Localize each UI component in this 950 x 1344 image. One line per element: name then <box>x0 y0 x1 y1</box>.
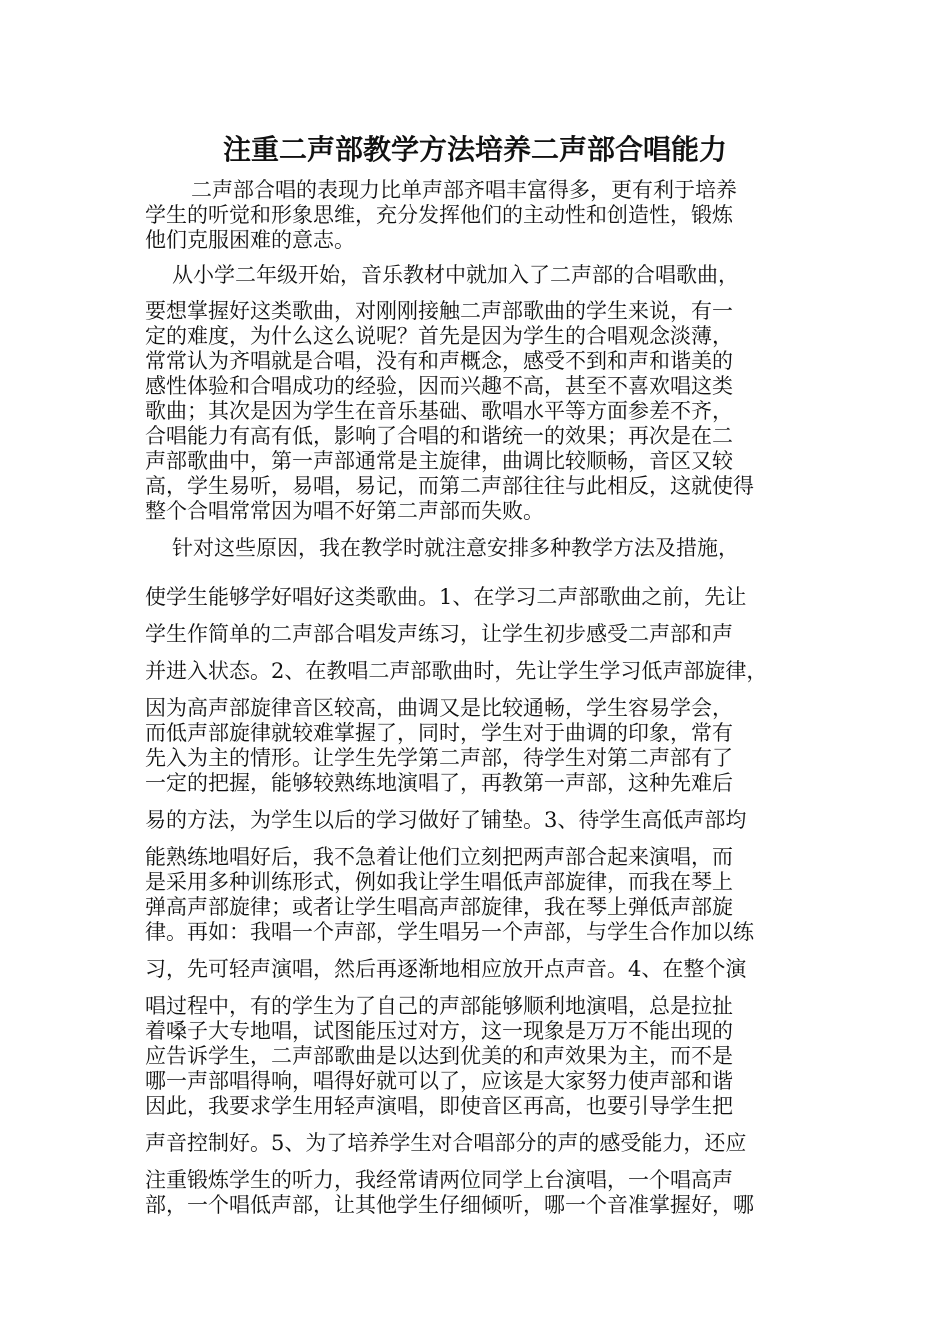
text-line: 歌曲；其次是因为学生在音乐基础、歌唱水平等方面参差不齐， <box>145 399 733 423</box>
text-line: 先入为主的情形。让学生先学第二声部，待学生对第二声部有了 <box>145 746 733 770</box>
text-line: 声部歌曲中，第一声部通常是主旋律，曲调比较顺畅，音区又较 <box>145 449 733 473</box>
text-line: 二声部合唱的表现力比单声部齐唱丰富得多，更有利于培养 <box>191 178 737 202</box>
text-line: 学生作简单的二声部合唱发声练习，让学生初步感受二声部和声 <box>145 622 733 646</box>
text-line: 高，学生易听，易唱，易记，而第二声部往往与此相反，这就使得 <box>145 474 754 498</box>
document-title: 注重二声部教学方法培养二声部合唱能力 <box>222 133 727 166</box>
text-line: 并进入状态。2、在教唱二声部歌曲时，先让学生学习低声部旋律， <box>145 659 768 683</box>
text-line: 常常认为齐唱就是合唱，没有和声概念，感受不到和声和谐美的 <box>145 349 733 373</box>
text-line: 要想掌握好这类歌曲，对刚刚接触二声部歌曲的学生来说，有一 <box>145 299 733 323</box>
text-line: 整个合唱常常因为唱不好第二声部而失败。 <box>145 499 544 523</box>
text-line: 使学生能够学好唱好这类歌曲。1、在学习二声部歌曲之前，先让 <box>145 585 747 609</box>
text-line: 针对这些原因，我在教学时就注意安排多种教学方法及措施， <box>172 536 739 560</box>
text-line: 唱过程中，有的学生为了自己的声部能够顺利地演唱，总是拉扯 <box>145 994 733 1018</box>
text-line: 因此，我要求学生用轻声演唱，即使音区再高，也要引导学生把 <box>145 1094 733 1118</box>
text-line: 律。再如：我唱一个声部，学生唱另一个声部，与学生合作加以练 <box>145 920 754 944</box>
text-line: 部，一个唱低声部，让其他学生仔细倾听，哪一个音准掌握好，哪 <box>145 1193 754 1217</box>
text-line: 而低声部旋律就较难掌握了，同时，学生对于曲调的印象，常有 <box>145 721 733 745</box>
text-line: 是采用多种训练形式，例如我让学生唱低声部旋律，而我在琴上 <box>145 870 733 894</box>
text-line: 声音控制好。5、为了培养学生对合唱部分的声的感受能力，还应 <box>145 1131 747 1155</box>
text-line: 应告诉学生，二声部歌曲是以达到优美的和声效果为主，而不是 <box>145 1044 733 1068</box>
text-line: 弹高声部旋律；或者让学生唱高声部旋律，我在琴上弹低声部旋 <box>145 895 733 919</box>
text-line: 一定的把握，能够较熟练地演唱了，再教第一声部，这种先难后 <box>145 771 733 795</box>
text-line: 易的方法，为学生以后的学习做好了铺垫。3、待学生高低声部均 <box>145 808 747 832</box>
text-line: 因为高声部旋律音区较高，曲调又是比较通畅，学生容易学会， <box>145 696 733 720</box>
text-line: 注重锻炼学生的听力，我经常请两位同学上台演唱，一个唱高声 <box>145 1168 733 1192</box>
text-line: 定的难度，为什么这么说呢？首先是因为学生的合唱观念淡薄， <box>145 324 733 348</box>
text-line: 感性体验和合唱成功的经验，因而兴趣不高，甚至不喜欢唱这类 <box>145 374 733 398</box>
text-line: 哪一声部唱得响，唱得好就可以了，应该是大家努力使声部和谐 <box>145 1069 733 1093</box>
text-line: 他们克服困难的意志。 <box>145 228 355 252</box>
text-line: 合唱能力有高有低，影响了合唱的和谐统一的效果；再次是在二 <box>145 424 733 448</box>
text-line: 从小学二年级开始，音乐教材中就加入了二声部的合唱歌曲， <box>172 263 739 287</box>
text-line: 能熟练地唱好后，我不急着让他们立刻把两声部合起来演唱，而 <box>145 845 733 869</box>
text-line: 着嗓子大专地唱，试图能压过对方，这一现象是万万不能出现的 <box>145 1019 733 1043</box>
text-line: 学生的听觉和形象思维，充分发挥他们的主动性和创造性，锻炼 <box>145 203 733 227</box>
text-line: 习，先可轻声演唱，然后再逐渐地相应放开点声音。4、在整个演 <box>145 957 747 981</box>
